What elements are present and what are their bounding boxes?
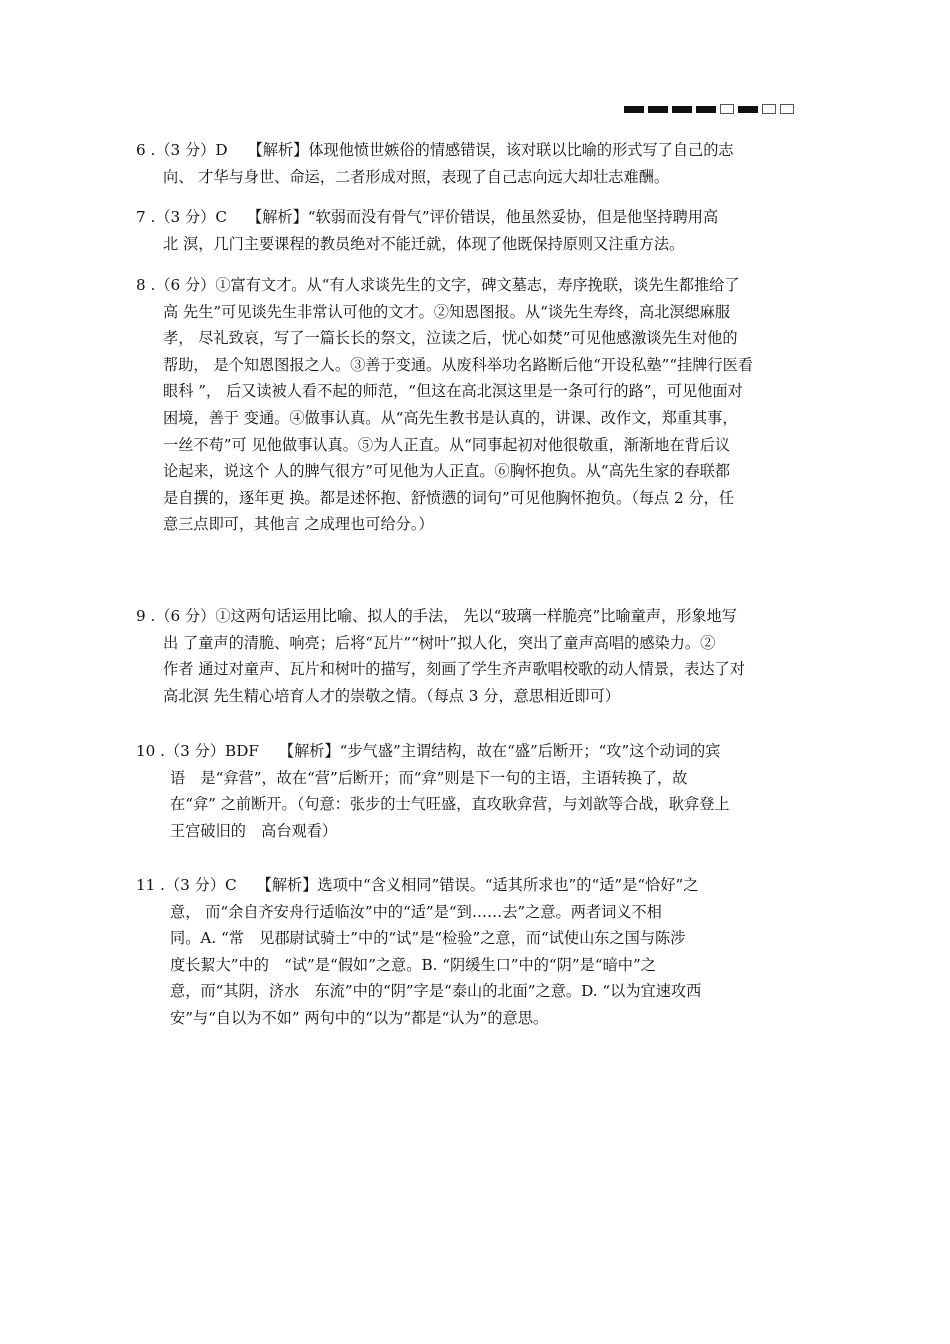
- answer-line: 向、 才华与身世、命运，二者形成对照，表现了自己志向远大却壮志难酬。: [163, 167, 670, 186]
- filled-block-icon: [672, 106, 692, 113]
- answer-line: 困境，善于 变通。④做事认真。从“高先生教书是认真的，讲课、改作文，郑重其事，: [163, 408, 738, 427]
- filled-block-icon: [648, 106, 668, 113]
- empty-box-icon: [780, 104, 794, 114]
- answer-line: 6 .（3 分）D 【解析】体现他愤世嫉俗的情感错误，该对联以比喻的形式写了自己的志: [136, 141, 734, 159]
- empty-box-icon: [720, 104, 734, 114]
- filled-block-icon: [738, 106, 758, 113]
- filled-block-icon: [696, 106, 716, 113]
- answer-10: [136, 738, 826, 844]
- answer-line: 11 .（3 分）C 【解析】选项中“含义相同”错误。“适其所求也”的“适”是“恰好”之: [136, 876, 699, 894]
- empty-box-icon: [762, 104, 776, 114]
- answer-9: [136, 603, 826, 709]
- answer-8: [136, 272, 826, 538]
- answer-line: 是自撰的，逐年更 换。都是述怀抱、舒愤懑的词句”可见他胸怀抱负。（每点 2 分，任: [163, 488, 735, 507]
- answer-line: 作者 通过对童声、瓦片和树叶的描写，刻画了学生齐声歌唱校歌的动人情景，表达了对: [163, 660, 745, 679]
- answer-line: 眼科 ”， 后又读被人看不起的师范，“但这在高北溟这里是一条可行的路”，可见他面对: [163, 382, 743, 401]
- answer-line: 8 .（6 分）①富有文才。从“有人求谈先生的文字，碑文墓志，寿序挽联，谈先生都推给了: [136, 276, 740, 294]
- answer-line: 度长絜大”中的 “试”是“假如”之意。B. “阴缓生口”中的“阴”是“暗中”之: [170, 955, 656, 974]
- answer-line: 高 先生”可见谈先生非常认可他的文才。②知恩图报。从“谈先生寿终，高北溟缌麻服: [163, 302, 731, 321]
- answer-line: 语 是“弇营”，故在“营”后断开；而“弇”则是下一句的主语，主语转换了，故: [170, 768, 688, 787]
- answer-line: 北 溟，几门主要课程的教员绝对不能迁就，体现了他既保持原则又注重方法。: [163, 234, 685, 253]
- answer-line: 安”与“自以为不如” 两句中的“以为”都是“认为”的意思。: [170, 1008, 549, 1027]
- answer-line: 帮助， 是个知恩图报之人。③善于变通。从废科举功名路断后他“开设私塾”“挂牌行医看: [163, 355, 754, 374]
- answer-line: 意，而“其阴，济水 东流”中的“阴”字是“泰山的北面”之意。D. “以为宜速攻西: [170, 982, 702, 1001]
- answer-7: [136, 204, 826, 257]
- answer-11: [136, 872, 826, 1032]
- answer-line: 10 .（3 分）BDF 【解析】“步气盛”主谓结构，故在“盛”后断开；“攻”这个动词的宾: [136, 742, 721, 760]
- answer-line: 高北溟 先生精心培育人才的崇敬之情。（每点 3 分，意思相近即可）: [163, 686, 620, 705]
- answer-line: 同。A. “常 见郡尉试骑士”中的“试”是“检验”之意，而“试使山东之国与陈涉: [170, 929, 686, 948]
- answer-line: 论起来，说这个 人的脾气很方”可见他为人正直。⑥胸怀抱负。从“高先生家的春联都: [163, 462, 731, 481]
- answer-line: 意三点即可，其他言 之成理也可给分。）: [163, 515, 434, 534]
- answer-line: 7 .（3 分）C 【解析】“软弱而没有骨气”评价错误，他虽然妥协，但是他坚持聘用高: [136, 208, 719, 226]
- answer-line: 王宫破旧的 高台观看）: [170, 821, 338, 840]
- answer-line: 意， 而“余自齐安舟行适临汝”中的“适”是“到……去”之意。两者词义不相: [170, 902, 662, 921]
- answer-line: 一丝不苟”可 见他做事认真。⑤为人正直。从“同事起初对他很敬重，渐渐地在背后议: [163, 435, 731, 454]
- answer-6: [136, 137, 826, 190]
- answer-line: 出 了童声的清脆、响亮；后将“瓦片”“树叶”拟人化，突出了童声高唱的感染力。②: [163, 633, 716, 652]
- answer-line: 孝， 尽礼致哀，写了一篇长长的祭文，泣读之后，忧心如焚”可见他感激谈先生对他的: [163, 329, 738, 348]
- filled-block-icon: [624, 106, 644, 113]
- answer-line: 9 .（6 分）①这两句话运用比喻、拟人的手法， 先以“玻璃一样脆亮”比喻童声，形象地写: [136, 607, 737, 625]
- answer-line: 在“弇” 之前断开。（句意：张步的士气旺盛，直攻耿弇营，与刘歆等合战，耿弇登上: [170, 795, 730, 814]
- header-marks: [624, 104, 794, 114]
